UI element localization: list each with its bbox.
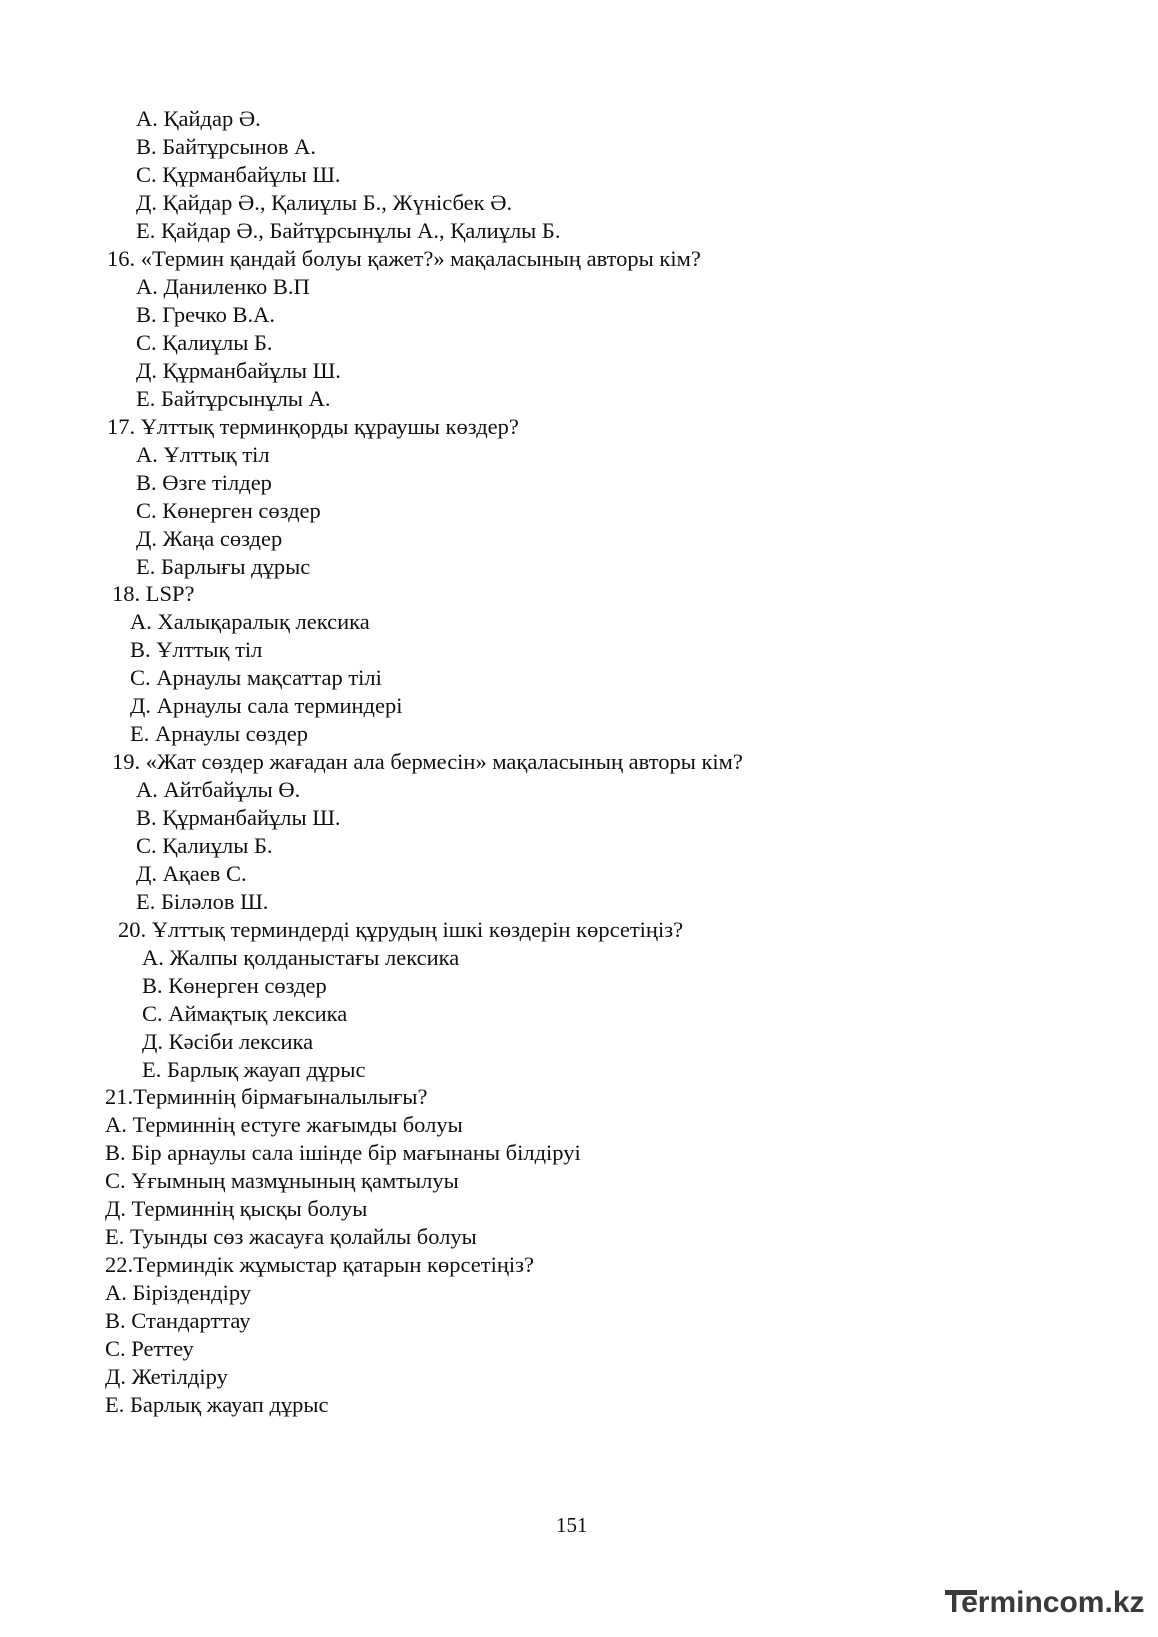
answer-option: С. Ұғымның мазмұнының қамтылуы (105, 1168, 459, 1193)
answer-option: Д. Арнаулы сала терминдері (130, 693, 403, 718)
answer-option: Д. Кәсіби лексика (142, 1029, 314, 1054)
watermark-logo: Termincom.kz (945, 1586, 1145, 1619)
answer-option: А. Ұлттық тіл (136, 442, 270, 467)
question: 18. LSP? (112, 581, 195, 606)
answer-option: С. Аймақтық лексика (142, 1001, 348, 1026)
answer-option: В. Көнерген сөздер (142, 973, 327, 998)
question: 21.Терминнің бірмағыналылығы? (105, 1084, 428, 1109)
answer-option: В. Гречко В.А. (136, 302, 276, 327)
answer-option: С. Көнерген сөздер (136, 498, 321, 523)
question: 17. Ұлттық терминқорды құраушы көздер? (107, 414, 519, 439)
answer-option: Д. Құрманбайұлы Ш. (136, 358, 341, 383)
answer-option: Д. Ақаев С. (136, 861, 247, 886)
question: 16. «Термин қандай болуы қажет?» мақаласының авторы кім? (107, 246, 701, 271)
answer-option: Е. Барлығы дұрыс (136, 554, 311, 579)
answer-option: А. Терминнің естуге жағымды болуы (105, 1112, 463, 1137)
question: 19. «Жат сөздер жағадан ала бермесін» мақаласының авторы кім? (112, 749, 743, 774)
answer-option: А. Айтбайұлы Ө. (136, 777, 301, 802)
answer-option: Д. Қайдар Ә., Қалиұлы Б., Жүнісбек Ә. (136, 190, 513, 215)
answer-option: В. Ұлттық тіл (130, 637, 263, 662)
question: 22.Терминдік жұмыстар қатарын көрсетіңіз? (105, 1252, 534, 1277)
answer-option: Е. Арнаулы сөздер (130, 721, 309, 746)
answer-option: А. Даниленко В.П (136, 274, 310, 299)
answer-option: Е. Барлық жауап дұрыс (105, 1392, 329, 1417)
answer-option: А. Жалпы қолданыстағы лексика (142, 945, 460, 970)
answer-option: В. Бір арнаулы сала ішінде бір мағынаны білдіруі (105, 1140, 581, 1165)
question: 20. Ұлттық терминдерді құрудың ішкі көздерін көрсетіңіз? (118, 917, 684, 942)
answer-option: В. Байтұрсынов А. (136, 134, 317, 159)
answer-option: Е. Біләлов Ш. (136, 889, 269, 914)
answer-option: А. Халықаралық лексика (130, 609, 370, 634)
answer-option: С. Қалиұлы Б. (136, 833, 273, 858)
answer-option: А. Қайдар Ә. (136, 106, 261, 131)
answer-option: В. Құрманбайұлы Ш. (136, 805, 341, 830)
answer-option: С. Құрманбайұлы Ш. (136, 162, 341, 187)
answer-option: Е. Туынды сөз жасауға қолайлы болуы (105, 1224, 477, 1249)
answer-option: Е. Байтұрсынұлы А. (136, 386, 331, 411)
answer-option: В. Стандарттау (105, 1308, 251, 1333)
page-number: 151 (556, 1513, 588, 1537)
answer-option: Д. Жаңа сөздер (136, 526, 283, 551)
answer-option: С. Реттеу (105, 1336, 194, 1361)
answer-option: Д. Терминнің қысқы болуы (105, 1196, 368, 1221)
answer-option: В. Өзге тілдер (136, 470, 272, 495)
answer-option: Е. Барлық жауап дұрыс (142, 1057, 366, 1082)
answer-option: С. Арнаулы мақсаттар тілі (130, 665, 382, 690)
answer-option: Д. Жетілдіру (105, 1364, 228, 1389)
answer-option: С. Қалиұлы Б. (136, 330, 273, 355)
answer-option: А. Біріздендіру (105, 1280, 252, 1305)
answer-option: Е. Қайдар Ә., Байтұрсынұлы А., Қалиұлы Б. (136, 218, 561, 243)
